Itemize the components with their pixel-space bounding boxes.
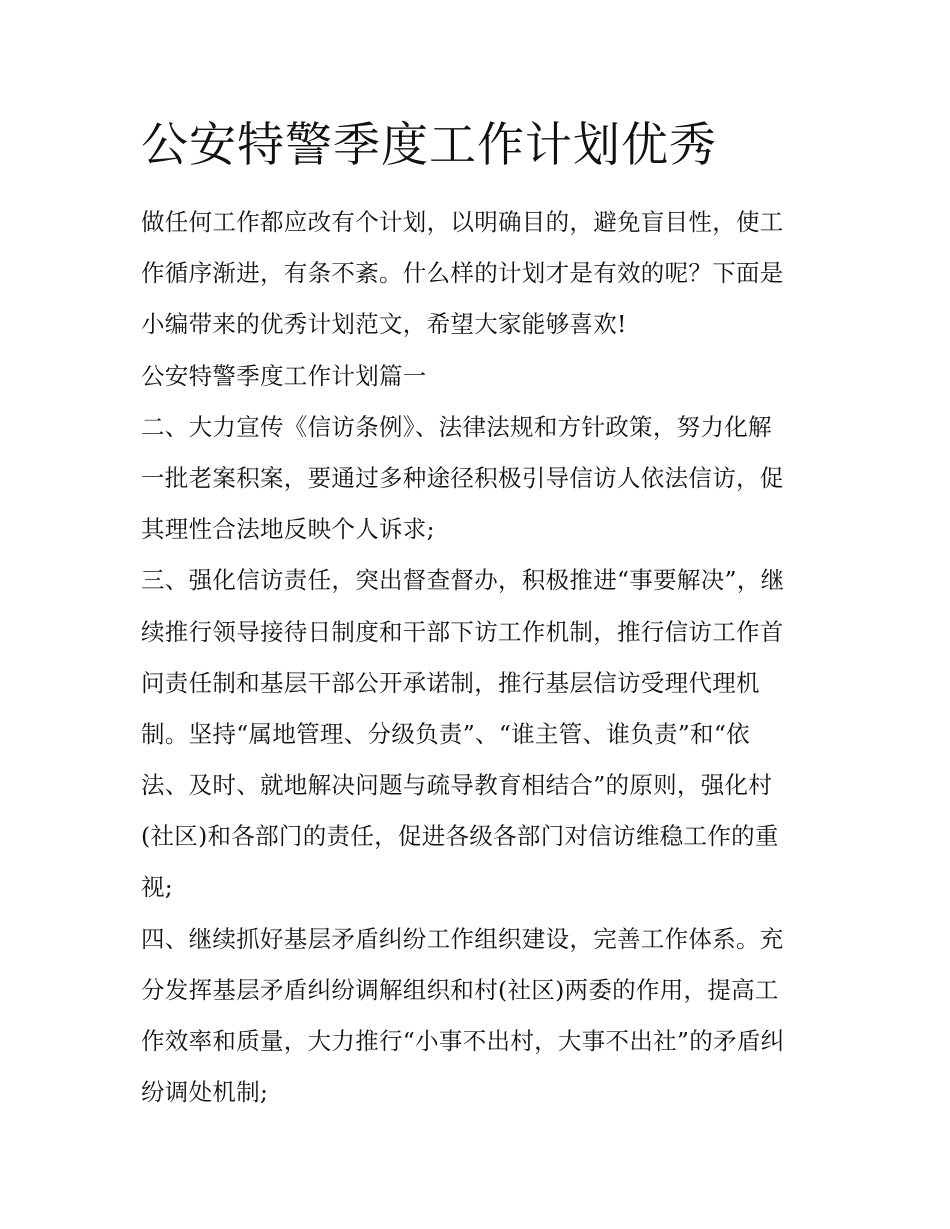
text-line: 问责任制和基层干部公开承诺制，推行基层信访受理代理机 xyxy=(141,668,760,697)
text-line: 视; xyxy=(141,873,174,902)
text-line: 作效率和质量，大力推行“小事不出村，大事不出社”的矛盾纠 xyxy=(141,1027,785,1055)
text-line: 二、大力宣传《信访条例》、法律法规和方针政策，努力化解 xyxy=(141,412,772,441)
text-line: 其理性合法地反映个人诉求; xyxy=(141,515,435,544)
document-title: 公安特警季度工作计划优秀 xyxy=(141,118,717,173)
text-line: (社区)和各部门的责任，促进各级各部门对信访维稳工作的重 xyxy=(141,822,779,851)
text-line: 法、及时、就地解决问题与疏导教育相结合”的原则，强化村 xyxy=(141,771,773,800)
text-line: 做任何工作都应改有个计划，以明确目的，避免盲目性，使工 xyxy=(141,208,784,236)
section-heading: 公安特警季度工作计划篇一 xyxy=(141,361,427,390)
text-line: 纷调处机制; xyxy=(141,1078,269,1107)
text-line: 制。坚持“属地管理、分级负责”、“谁主管、谁负责”和“依 xyxy=(141,719,750,748)
text-line: 作循序渐进，有条不紊。什么样的计划才是有效的呢？下面是 xyxy=(141,259,784,288)
text-line: 续推行领导接待日制度和干部下访工作机制，推行信访工作首 xyxy=(141,617,784,646)
text-line: 四、继续抓好基层矛盾纠纷工作组织建设，完善工作体系。充 xyxy=(141,924,784,953)
text-line: 分发挥基层矛盾纠纷调解组织和村(社区)两委的作用，提高工 xyxy=(141,975,779,1004)
document-body xyxy=(141,197,816,1118)
text-line: 三、强化信访责任，突出督查督办，积极推进“事要解决”，继 xyxy=(141,566,785,595)
text-line: 一批老案积案，要通过多种途径积极引导信访人依法信访，促 xyxy=(141,463,784,492)
text-line: 小编带来的优秀计划范文，希望大家能够喜欢! xyxy=(141,310,627,339)
